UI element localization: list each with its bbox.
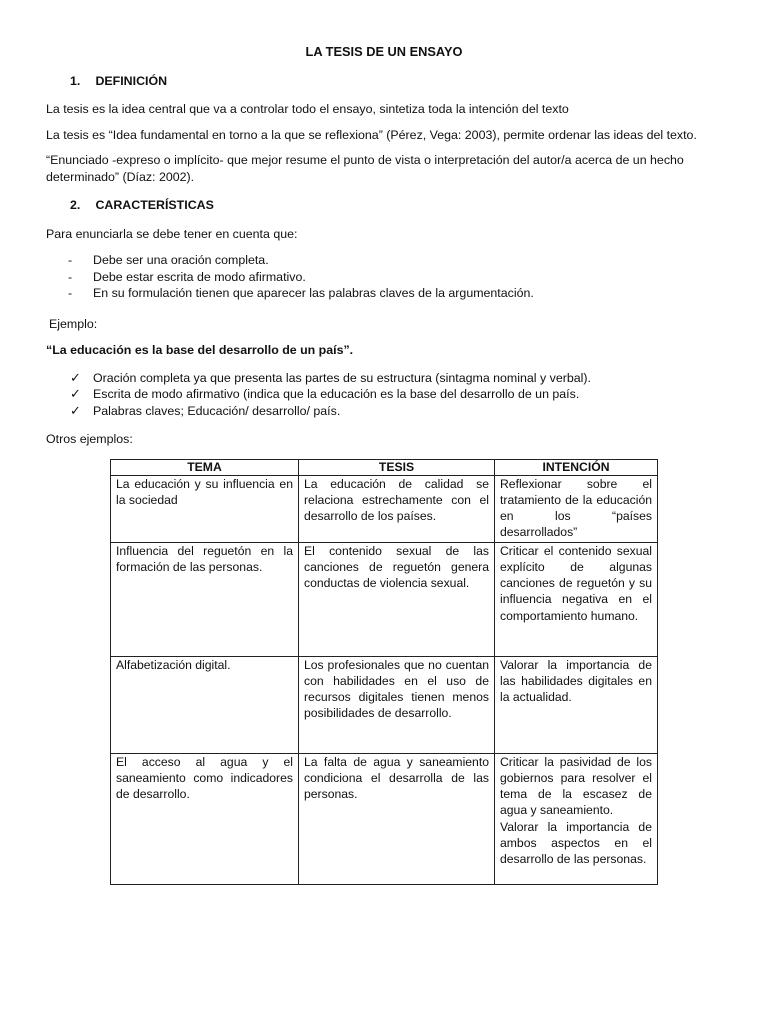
cell-tesis: La educación de calidad se relaciona estrechamente con el desarrollo de los países. <box>299 475 495 542</box>
column-header-tesis: TESIS <box>299 459 495 475</box>
document-title: LA TESIS DE UN ENSAYO <box>305 44 463 59</box>
thesis-examples-table <box>110 459 658 885</box>
definition-paragraph: “Enunciado -expreso o implícito- que mejor resume el punto de vista o interpretación del autor/a acerca de un hecho determinado” (Díaz: 2002). <box>46 153 684 184</box>
example-check-list <box>46 370 722 420</box>
characteristics-intro: Para enunciarla se debe tener en cuenta que: <box>46 226 298 241</box>
list-item-text: Debe estar escrita de modo afirmativo. <box>93 269 306 284</box>
table-header-row <box>111 459 658 475</box>
table-row <box>111 542 658 656</box>
section-heading-caracteristicas <box>46 197 722 214</box>
cell-intencion: Valorar la importancia de las habilidades digitales en la actualidad. <box>495 656 658 753</box>
section-heading-definicion <box>46 73 722 90</box>
dash-bullet: - <box>68 269 73 284</box>
table-row <box>111 656 658 753</box>
dash-bullet: - <box>68 253 73 267</box>
cell-tesis: Los profesionales que no cuentan con habilidades en el uso de recursos digitales tienen menos posibilidades de desarrollo. <box>299 656 495 753</box>
table-row <box>111 475 658 542</box>
other-examples-label: Otros ejemplos: <box>46 432 133 446</box>
list-item <box>46 386 722 403</box>
cell-intencion: Reflexionar sobre el tratamiento de la educación en los “países desarrollados” <box>495 475 658 542</box>
list-item-text: Palabras claves; Educación/ desarrollo/ país. <box>93 403 341 418</box>
list-item <box>46 285 722 302</box>
column-header-intencion: INTENCIÓN <box>495 459 658 475</box>
list-item <box>46 252 722 269</box>
section-number: 1. <box>70 73 81 88</box>
intencion-line: Criticar la pasividad de los gobiernos para resolver el tema de la escasez de agua y saneamiento. <box>500 754 652 818</box>
list-item-text: Oración completa ya que presenta las partes de su estructura (sintagma nominal y verbal). <box>93 370 591 385</box>
cell-tesis: La falta de agua y saneamiento condiciona el desarrolla de las personas. <box>299 753 495 884</box>
section-title: DEFINICIÓN <box>95 73 168 88</box>
definition-paragraph: La tesis es “Idea fundamental en torno a la que se reflexiona” (Pérez, Vega: 2003), permite ordenar las ideas del texto. <box>46 127 697 142</box>
example-label: Ejemplo: <box>49 316 98 331</box>
checkmark-icon: ✓ <box>70 402 81 418</box>
list-item-text: Debe ser una oración completa. <box>93 253 269 267</box>
cell-intencion <box>495 753 658 884</box>
cell-intencion: Criticar el contenido sexual explícito de algunas canciones de reguetón y su influencia negativa en el comportamiento humano. <box>495 542 658 656</box>
list-item-text: En su formulación tienen que aparecer las palabras claves de la argumentación. <box>93 286 534 300</box>
list-item <box>46 403 722 420</box>
column-header-tema: TEMA <box>111 459 299 475</box>
intencion-line: Valorar la importancia de ambos aspectos en el desarrollo de las personas. <box>500 819 652 867</box>
dash-bullet: - <box>68 286 73 300</box>
example-quote: “La educación es la base del desarrollo de un país”. <box>46 343 354 357</box>
characteristics-list <box>46 252 722 302</box>
checkmark-icon: ✓ <box>70 369 81 385</box>
cell-tesis: El contenido sexual de las canciones de reguetón genera conductas de violencia sexual. <box>299 542 495 656</box>
list-item-text: Escrita de modo afirmativo (indica que la educación es la base del desarrollo de un país. <box>93 387 580 401</box>
cell-tema: Alfabetización digital. <box>111 656 299 753</box>
cell-tema: Influencia del reguetón en la formación de las personas. <box>111 542 299 656</box>
list-item <box>46 370 722 387</box>
section-title: CARACTERÍSTICAS <box>95 198 214 212</box>
section-number: 2. <box>70 198 81 212</box>
cell-tema: El acceso al agua y el saneamiento como indicadores de desarrollo. <box>111 753 299 884</box>
list-item <box>46 269 722 286</box>
table-row <box>111 753 658 884</box>
document-page <box>46 44 722 885</box>
cell-tema: La educación y su influencia en la sociedad <box>111 475 299 542</box>
definition-paragraph: La tesis es la idea central que va a controlar todo el ensayo, sintetiza toda la intención del texto <box>46 102 569 116</box>
checkmark-icon: ✓ <box>70 386 81 401</box>
